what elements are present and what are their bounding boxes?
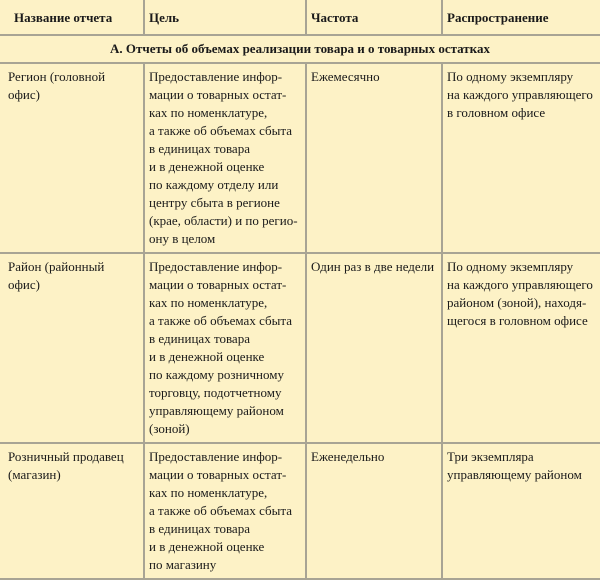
cell-text-line: Ежемесячно: [311, 69, 380, 84]
cell-text-line: мации о товарных остат-: [149, 87, 287, 102]
cell-text-line: ках по номенклатуре,: [149, 105, 268, 120]
cell-text-line: ках по номенклатуре,: [149, 485, 268, 500]
cell-text-line: а также об объемах сбыта: [149, 313, 292, 328]
cell-text-line: (зоной): [149, 421, 190, 436]
cell-text-line: Три экземпляра: [447, 449, 534, 464]
cell-text-line: по каждому отделу или: [149, 177, 279, 192]
cell-text-line: По одному экземпляру: [447, 69, 574, 84]
cell-text-line: на каждого управляющего: [447, 87, 593, 102]
cell-text-line: в головном офисе: [447, 105, 546, 120]
report-name-cell: [0, 64, 145, 252]
cell-text-line: в единицах товара: [149, 141, 250, 156]
table-row: [0, 64, 600, 254]
cell-text-line: щегося в головном офисе: [447, 313, 588, 328]
cell-text-line: управляющему районом: [447, 467, 582, 482]
cell-text-line: Регион (головной офис): [8, 69, 106, 102]
distribution-cell: [443, 444, 600, 578]
header-report-name: Название отчета: [0, 0, 145, 34]
cell-text-line: (крае, области) и по регио-: [149, 213, 298, 228]
cell-text-line: ках по номенклатуре,: [149, 295, 268, 310]
cell-text-line: в единицах товара: [149, 331, 250, 346]
cell-text-line: Предоставление инфор-: [149, 69, 283, 84]
frequency-cell: [307, 64, 443, 252]
cell-text-line: мации о товарных остат-: [149, 277, 287, 292]
header-goal: Цель: [145, 0, 307, 34]
cell-text-line: а также об объемах сбыта: [149, 503, 292, 518]
cell-text-line: Район (районный офис): [8, 259, 105, 292]
report-name-cell: [0, 254, 145, 442]
distribution-cell: [443, 64, 600, 252]
frequency-cell: [307, 444, 443, 578]
section-heading: А. Отчеты об объемах реализации товара и о товарных остатках: [0, 36, 600, 64]
header-distribution: Распространение: [447, 10, 549, 25]
distribution-cell: [443, 254, 600, 442]
cell-text-line: По одному экземпляру: [447, 259, 574, 274]
cell-text-line: по каждому розничному: [149, 367, 284, 382]
goal-cell: [145, 444, 307, 578]
report-name-cell: [0, 444, 145, 578]
cell-text-line: в единицах товара: [149, 521, 250, 536]
cell-text-line: и в денежной оценке: [149, 539, 265, 554]
cell-text-line: Предоставление инфор-: [149, 259, 283, 274]
cell-text-line: районом (зоной), находя-: [447, 295, 587, 310]
cell-text-line: по магазину: [149, 557, 217, 572]
cell-text-line: и в денежной оценке: [149, 349, 265, 364]
table-row: [0, 254, 600, 444]
cell-text-line: на каждого управляющего: [447, 277, 593, 292]
cell-text-line: торговцу, подотчетному: [149, 385, 282, 400]
goal-cell: [145, 254, 307, 442]
cell-text-line: ону в целом: [149, 231, 216, 246]
cell-text-line: Еженедельно: [311, 449, 385, 464]
cell-text-line: управляющему районом: [149, 403, 284, 418]
cell-text-line: (магазин): [8, 467, 61, 482]
cell-text-line: Предоставление инфор-: [149, 449, 283, 464]
table-header: [0, 0, 600, 36]
cell-text-line: а также об объемах сбыта: [149, 123, 292, 138]
cell-text-line: центру сбыта в регионе: [149, 195, 280, 210]
table-row: [0, 444, 600, 580]
cell-text-line: Розничный продавец: [8, 449, 124, 464]
frequency-cell: [307, 254, 443, 442]
cell-text-line: и в денежной оценке: [149, 159, 265, 174]
header-frequency: Частота: [307, 0, 443, 34]
cell-text-line: мации о товарных остат-: [149, 467, 287, 482]
cell-text-line: Один раз в две недели: [311, 259, 435, 274]
goal-cell: [145, 64, 307, 252]
